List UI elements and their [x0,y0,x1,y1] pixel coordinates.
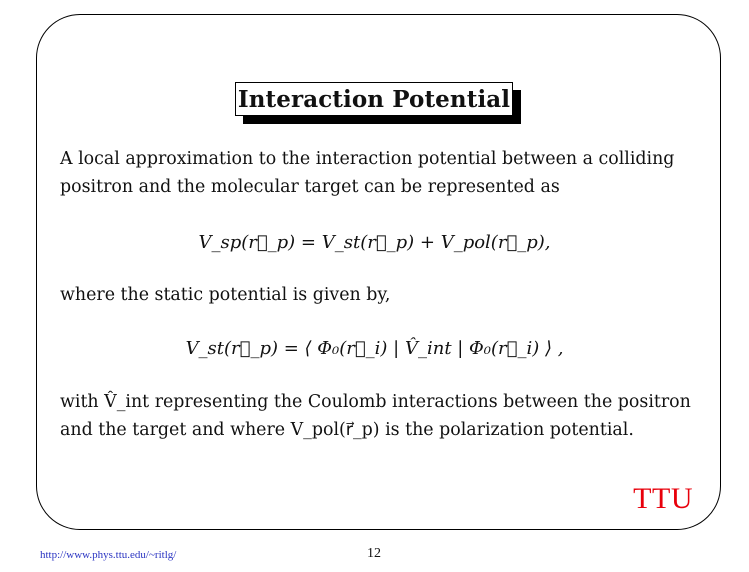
closing-line-2: and the target and where V_pol(r⃗_p) is the polarization potential. [60,420,634,440]
intro-line-1: A local approximation to the interaction potential between a colliding [60,149,675,169]
footer-url-link[interactable]: http://www.phys.ttu.edu/~ritlg/ [40,549,177,561]
static-potential-text: where the static potential is given by, [60,285,391,305]
page-number: 12 [367,546,381,561]
slide-title-box [235,82,513,118]
slide-title: Interaction Potential [235,82,513,116]
interaction-potential-equation: V_sp(r⃗_p) = V_st(r⃗_p) + V_pol(r⃗_p), [198,232,551,253]
closing-paragraph [60,388,690,444]
intro-line-2: positron and the molecular target can be represented as [60,177,560,197]
intro-paragraph [60,145,690,201]
closing-line-1: with V̂_int representing the Coulomb interactions between the positron [60,392,691,412]
ttu-logo: TTU [633,482,693,515]
static-potential-equation: V_st(r⃗_p) = ⟨ Φ₀(r⃗_i) | V̂_int | Φ₀(r⃗_i) ⟩ , [185,338,564,359]
